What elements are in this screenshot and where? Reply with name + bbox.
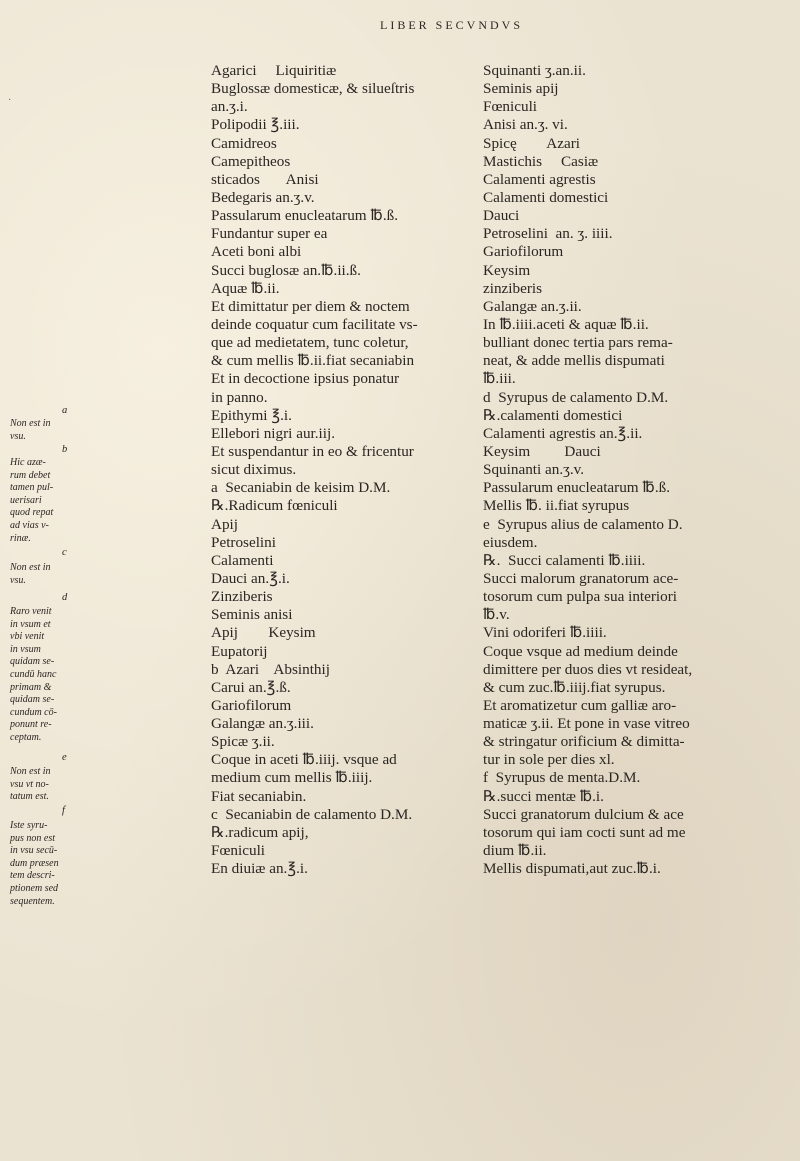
note-e — [10, 766, 51, 804]
text-line: Agarici Liquiritiæ — [211, 62, 337, 79]
bleed-mark: · — [8, 95, 12, 106]
margin-note-line: uerisari — [10, 494, 42, 506]
text-line: an.ʒ.i. — [211, 98, 248, 116]
text-line: Succi malorum granatorum ace- — [483, 569, 679, 587]
margin-note-line: cundum cō- — [10, 706, 57, 718]
note-b — [10, 457, 53, 545]
text-line: Succi granatorum dulcium & ace — [483, 805, 684, 823]
text-line: Bedegaris an.ʒ.v. — [211, 188, 315, 206]
margin-note-line: in vsu secū- — [10, 845, 58, 857]
text-column-right — [483, 62, 788, 878]
note-letter-f: f — [62, 805, 65, 816]
text-line: Camidreos — [211, 134, 277, 152]
text-line: Apij Keysim — [211, 624, 316, 642]
text-line: Coque vsque ad medium deinde — [483, 642, 678, 660]
text-line: Seminis apij — [483, 80, 559, 98]
text-line: in panno. — [211, 388, 268, 406]
text-line: Calamenti — [211, 551, 274, 569]
text-line: tosorum qui iam cocti sunt ad me — [483, 823, 686, 841]
text-line: Petroselini an. ʒ. iiii. — [483, 225, 613, 243]
text-line: Keysim — [483, 261, 531, 279]
text-line: Aquæ ℔.ii. — [211, 279, 280, 297]
text-line: tosorum cum pulpa sua interiori — [483, 588, 678, 606]
text-line: Seminis anisi — [211, 606, 293, 624]
text-line: Mellis dispumati,aut zuc.℔.i. — [483, 860, 661, 878]
text-line: Spicæ ʒ.ii. — [211, 733, 275, 751]
text-line: sticados Anisi — [211, 170, 319, 188]
note-c — [10, 562, 51, 587]
text-line: Et in decoctione ipsius ponatur — [211, 370, 400, 388]
margin-note-line: in vsum — [10, 643, 41, 655]
text-line: Fœniculi — [483, 98, 538, 116]
text-line: In ℔.iiii.aceti & aquæ ℔.ii. — [483, 315, 649, 333]
note-a — [10, 418, 51, 443]
text-line: Et aromatizetur cum galliæ aro- — [483, 696, 677, 714]
text-line: medium cum mellis ℔.iiij. — [211, 769, 373, 787]
margin-note-line: tatum est. — [10, 791, 49, 803]
text-line: Mastichis Casiæ — [483, 152, 599, 170]
margin-note-line: sequentem. — [10, 895, 55, 907]
note-letter-b: b — [62, 444, 68, 455]
text-line: Mellis ℔. ii.fiat syrupus — [483, 497, 630, 515]
running-header: LIBER SECVNDVS — [380, 18, 524, 32]
text-line: Coque in aceti ℔.iiij. vsque ad — [211, 751, 397, 769]
text-line: ℞.calamenti domestici — [483, 406, 623, 424]
text-line: bulliant donec tertia pars rema- — [483, 334, 673, 352]
text-line: Polipodii ℥.iii. — [211, 116, 300, 134]
text-line: Et suspendantur in eo & fricentur — [211, 442, 414, 460]
text-line: Calamenti domestici — [483, 188, 609, 206]
text-line: Petroselini — [211, 533, 276, 551]
margin-note-line: vsu vt no- — [10, 778, 49, 790]
margin-note-line: tamen pul- — [10, 482, 54, 494]
text-line: d Syrupus de calamento D.M. — [483, 388, 669, 406]
text-line: Spicę Azari — [483, 134, 581, 152]
text-line: c Secaniabin de calamento D.M. — [211, 805, 413, 823]
text-line: ℔.iii. — [483, 370, 516, 388]
text-line: Passularum enucleatarum ℔.ß. — [483, 479, 671, 497]
text-line: & stringatur orificium & dimitta- — [483, 733, 685, 751]
text-line: ℞.succi mentæ ℔.i. — [483, 787, 604, 805]
text-line: Galangæ an.ʒ.iii. — [211, 715, 314, 733]
text-line: ℞.radicum apij, — [211, 823, 309, 841]
note-letter-a: a — [62, 405, 68, 416]
text-line: Carui an.℥.ß. — [211, 678, 291, 696]
margin-note-line: vsu. — [10, 574, 26, 586]
text-line: Apij — [211, 515, 239, 533]
text-line: tur in sole per dies xl. — [483, 751, 615, 769]
text-line: Aceti boni albi — [211, 243, 302, 261]
note-letter-c: c — [62, 547, 67, 558]
margin-note-line: cundū hanc — [10, 668, 57, 680]
margin-note-line: Hic azæ- — [10, 457, 46, 468]
note-letter-e: e — [62, 752, 67, 763]
text-line: Calamenti agrestis an.℥.ii. — [483, 424, 643, 442]
margin-note-line: vbi venit — [10, 631, 45, 643]
margin-note-line: rum debet — [10, 469, 51, 481]
text-line: Keysim Dauci — [483, 442, 601, 460]
text-line: maticæ ʒ.ii. Et pone in vase vitreo — [483, 715, 690, 733]
text-line: En diuiæ an.℥.i. — [211, 860, 308, 878]
text-line: Anisi an.ʒ. vi. — [483, 116, 568, 134]
margin-note-line: ptionem sed — [10, 882, 59, 894]
text-line: Passularum enucleatarum ℔.ß. — [211, 207, 399, 225]
note-d — [10, 606, 57, 745]
text-line: dium ℔.ii. — [483, 842, 547, 860]
text-line: Dauci — [483, 207, 520, 225]
margin-note-line: Raro venit — [10, 606, 52, 617]
margin-note-line: tem descri- — [10, 870, 55, 882]
text-line: neat, & adde mellis dispumati — [483, 352, 665, 370]
margin-note-line: Iste syru- — [10, 820, 48, 831]
text-line: Vini odoriferi ℔.iiii. — [483, 624, 607, 642]
text-line: Gariofilorum — [211, 696, 292, 714]
text-line: Camepitheos — [211, 152, 291, 170]
text-line: Et dimittatur per diem & noctem — [211, 297, 410, 315]
text-line: ℞.Radicum fœniculi — [211, 497, 338, 515]
note-letter-d: d — [62, 592, 68, 603]
text-line: Dauci an.℥.i. — [211, 569, 290, 587]
margin-note-line: Non est in — [10, 418, 51, 429]
text-line: Squinanti an.ʒ.v. — [483, 461, 585, 479]
text-line: sicut diximus. — [211, 461, 297, 479]
text-line: Ellebori nigri aur.iij. — [211, 424, 336, 442]
margin-note-line: quidam se- — [10, 656, 55, 668]
text-line: & cum mellis ℔.ii.fiat secaniabin — [211, 352, 415, 370]
text-line: dimittere per duos dies vt resideat, — [483, 660, 693, 678]
margin-note-line: ad vias v- — [10, 519, 49, 531]
margin-note-line: quidam se- — [10, 694, 55, 706]
margin-note-line: quod repat — [10, 507, 54, 519]
text-line: Eupatorij — [211, 642, 268, 660]
margin-note-line: rinæ. — [10, 532, 31, 544]
margin-note-line: ponunt re- — [10, 719, 52, 731]
text-line: Epithymi ℥.i. — [211, 406, 292, 424]
text-line: ℞. Succi calamenti ℔.iiii. — [483, 551, 646, 569]
text-line: Fiat secaniabin. — [211, 787, 307, 805]
text-line: b Azari Absinthij — [211, 660, 330, 678]
text-line: e Syrupus alius de calamento D. — [483, 515, 683, 533]
margin-note-line: Non est in — [10, 562, 51, 573]
margin-note-line: Non est in — [10, 766, 51, 777]
margin-note-line: pus non est — [10, 832, 55, 844]
text-line: a Secaniabin de keisim D.M. — [211, 479, 391, 497]
margin-note-line: in vsum et — [10, 618, 51, 630]
margin-note-line: dum præsen — [10, 857, 59, 869]
margin-note-line: ceptam. — [10, 731, 42, 743]
text-line: Succi buglosæ an.℔.ii.ß. — [211, 261, 361, 279]
text-line: deinde coquatur cum facilitate vs- — [211, 315, 418, 333]
text-line: & cum zuc.℔.iiij.fiat syrupus. — [483, 678, 666, 696]
text-line: Calamenti agrestis — [483, 170, 596, 188]
text-line: que ad medietatem, tunc coletur, — [211, 334, 409, 352]
text-line: f Syrupus de menta.D.M. — [483, 769, 641, 787]
text-line: Gariofilorum — [483, 243, 564, 261]
note-f — [10, 820, 59, 908]
text-line: ℔.v. — [483, 606, 510, 624]
text-line: zinziberis — [483, 279, 543, 297]
text-line: Squinanti ʒ.an.ii. — [483, 62, 586, 79]
text-line: Fundantur super ea — [211, 225, 328, 243]
text-line: Buglossæ domesticæ, & silueſtris — [211, 80, 415, 98]
text-line: Fœniculi — [211, 842, 266, 860]
text-line: Zinziberis — [211, 588, 273, 606]
margin-note-line: primam & — [10, 681, 52, 693]
text-line: Galangæ an.ʒ.ii. — [483, 297, 582, 315]
text-column-middle — [211, 62, 473, 878]
text-line: eiusdem. — [483, 533, 538, 551]
margin-note-line: vsu. — [10, 430, 26, 442]
